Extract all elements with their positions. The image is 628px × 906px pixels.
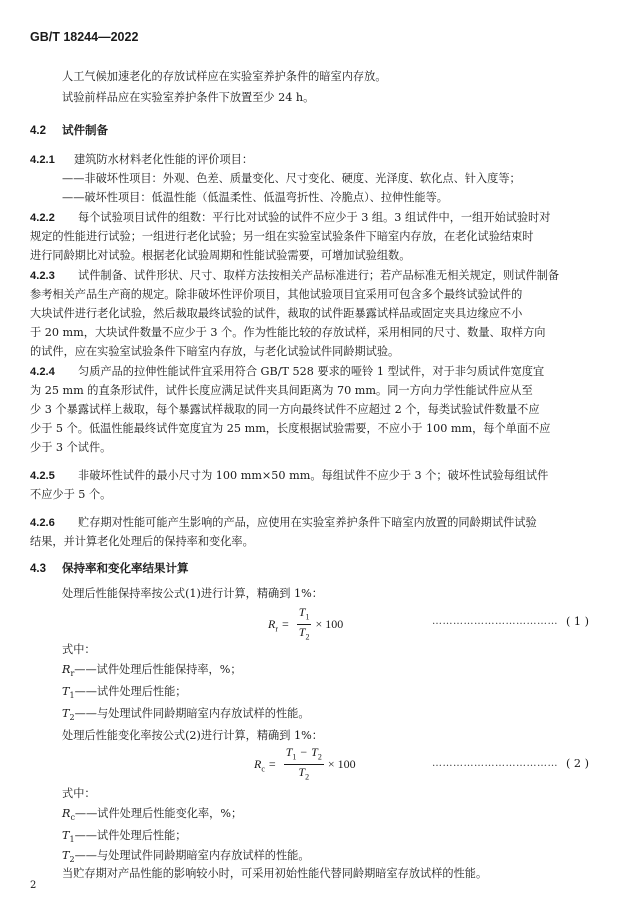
- denominator-symbol: T: [298, 625, 306, 640]
- formula-1-intro: 处理后性能保持率按公式(1)进行计算，精确到 1%：: [62, 587, 323, 600]
- formula-2: [254, 746, 356, 784]
- variable-subscript: 1: [69, 835, 75, 845]
- where-1-item-3: [62, 706, 310, 726]
- page-number: 2: [30, 880, 37, 891]
- fraction: [297, 606, 312, 644]
- equals-sign: =: [268, 757, 276, 772]
- clause-4-2-4-line-1: [30, 364, 544, 380]
- clause-4-2-2-line-2: 规定的性能进行试验；一组进行老化试验；另一组在实验室试验条件下暗室内存放，在老化试验结束时: [30, 230, 534, 243]
- equals-sign: =: [282, 617, 289, 632]
- clause-number: 4.2.5: [30, 470, 55, 482]
- formula-2-number: ( 2 ): [566, 757, 589, 770]
- section-4-3-heading: [30, 560, 189, 576]
- clause-4-2-3-line-3: 大块试件进行老化试验，然后裁取最终试验的试件，裁取的试件距暴露试样品或固定夹具边缘应不小: [30, 307, 523, 320]
- clause-text: 每个试验项目试件的组数：平行比对试验的试件不应少于 3 组。3 组试件中，一组开始试验时对: [78, 211, 551, 224]
- where-1-title: 式中：: [62, 643, 96, 656]
- closing-note: 当贮存期对产品性能的影响较小时，可采用初始性能代替同龄期暗室存放试样的性能。: [62, 867, 488, 880]
- clause-4-2-5-line-2: 不应少于 5 个。: [30, 488, 112, 501]
- clause-4-2-1-line-2: ——非破坏性项目：外观、色差、质量变化、尺寸变化、硬度、光泽度、软化点、针入度等；: [62, 172, 521, 185]
- section-number: 4.2: [30, 125, 46, 137]
- variable-subscript: c: [70, 813, 75, 823]
- formula-1: [268, 606, 343, 644]
- denominator-subscript: 2: [305, 632, 310, 642]
- fraction: [284, 746, 324, 784]
- clause-4-2-1-line-1: [30, 152, 253, 168]
- clause-text: 试件制备、试件形状、尺寸、取样方法按相关产品标准进行；若产品标准无相关规定，则试件制备: [78, 269, 560, 282]
- clause-4-2-4-line-3: 少 3 个暴露试样上裁取，每个暴露试样裁取的同一方向最终试件不应超过 2 个，每类试验试件数量不应: [30, 403, 540, 416]
- clause-4-2-1-line-3: ——破坏性项目：低温性能（低温柔性、低温弯折性、冷脆点）、拉伸性能等。: [62, 191, 448, 204]
- where-1-item-2: [62, 684, 186, 704]
- clause-4-2-3-line-1: [30, 268, 559, 284]
- formula-2-intro: 处理后性能变化率按公式(2)进行计算，精确到 1%：: [62, 729, 323, 742]
- clause-number: 4.2.4: [30, 366, 55, 378]
- denominator-subscript: 2: [305, 772, 310, 782]
- clause-4-2-3-line-4: 于 20 mm，大块试件数量不应少于 3 个。作为性能比较的存放试样，采用相同的尺寸、数量、取样方向: [30, 326, 546, 339]
- denominator-symbol: T: [298, 765, 306, 780]
- variable-subscript: r: [70, 669, 75, 679]
- numerator-symbol-2: T: [311, 745, 318, 759]
- where-2-item-2: [62, 828, 186, 848]
- clause-text: 匀质产品的拉伸性能试件宜采用符合 GB/T 528 要求的哑铃 1 型试件，对于非匀质试件宽度宜: [78, 365, 545, 378]
- clause-4-2-5-line-1: [30, 468, 548, 484]
- numerator-symbol-1: T: [285, 745, 293, 759]
- section-title: 保持率和变化率结果计算: [62, 563, 189, 575]
- numerator-subscript-1: 1: [292, 752, 297, 762]
- where-1-item-1: [62, 662, 242, 682]
- clause-text: 建筑防水材料老化性能的评价项目：: [74, 153, 254, 166]
- section-title: 试件制备: [62, 125, 108, 137]
- variable-description: ——试件处理后性能保持率，%；: [74, 663, 242, 676]
- clause-number: 4.2.3: [30, 270, 55, 282]
- variable-description: ——试件处理后性能变化率，%；: [74, 807, 243, 820]
- clause-number: 4.2.6: [30, 517, 55, 529]
- variable-description: ——与处理试件同龄期暗室内存放试样的性能。: [74, 707, 310, 720]
- formula-symbol: R: [254, 756, 262, 771]
- minus-sign: −: [300, 745, 308, 759]
- variable-description: ——试件处理后性能；: [74, 685, 187, 698]
- variable-symbol: R: [62, 663, 71, 676]
- variable-subscript: 2: [69, 713, 75, 723]
- numerator-subscript-2: 2: [317, 752, 322, 762]
- variable-subscript: 2: [69, 855, 75, 865]
- variable-symbol: T: [62, 849, 70, 862]
- clause-4-2-6-line-1: [30, 515, 537, 531]
- clause-4-2-4-line-4: 少于 5 个。低温性能最终试件宽度宜为 25 mm，长度根据试验需要，不应小于 100 mm，每个单面不应: [30, 422, 551, 435]
- clause-4-2-2-line-3: 进行同龄期比对试验。根据老化试验周期和性能试验需要，可增加试验组数。: [30, 249, 411, 262]
- formula-subscript: r: [275, 624, 279, 634]
- intro-line-1: 人工气候加速老化的存放试样应在实验室养护条件的暗室内存放。: [62, 70, 387, 83]
- multiplier: × 100: [315, 617, 344, 632]
- variable-symbol: T: [62, 707, 70, 720]
- variable-subscript: 1: [69, 691, 75, 701]
- variable-symbol: T: [62, 829, 70, 842]
- formula-subscript: c: [261, 764, 265, 774]
- section-4-2-heading: [30, 122, 108, 138]
- clause-4-2-6-line-2: 结果，并计算老化处理后的保持率和变化率。: [30, 535, 254, 548]
- numerator-symbol: T: [298, 605, 306, 619]
- clause-4-2-4-line-2: 为 25 mm 的直条形试件，试件长度应满足试件夹具间距离为 70 mm。同一方向力学性能试件应从至: [30, 384, 533, 397]
- where-2-title: 式中：: [62, 787, 96, 800]
- formula-1-number: ( 1 ): [566, 615, 589, 628]
- numerator-subscript: 1: [305, 612, 310, 622]
- clause-number: 4.2.1: [30, 154, 55, 166]
- where-2-item-1: [62, 806, 242, 826]
- formula-symbol: R: [268, 616, 276, 631]
- variable-description: ——试件处理后性能；: [74, 829, 187, 842]
- variable-description: ——与处理试件同龄期暗室内存放试样的性能。: [74, 849, 310, 862]
- variable-symbol: R: [62, 807, 71, 820]
- clause-number: 4.2.2: [30, 212, 55, 224]
- standard-code: GB/T 18244—2022: [30, 30, 139, 44]
- clause-4-2-3-line-2: 参考相关产品生产商的规定。除非破坏性评价项目，其他试验项目宜采用可包含多个最终试验试件的: [30, 288, 523, 301]
- clause-4-2-2-line-1: [30, 210, 550, 226]
- clause-4-2-3-line-5: 的试件，应在实验室试验条件下暗室内存放，与老化试验试件同龄期试验。: [30, 345, 400, 358]
- clause-text: 贮存期对性能可能产生影响的产品，应使用在实验室养护条件下暗室内放置的同龄期试件试验: [78, 516, 537, 529]
- section-number: 4.3: [30, 563, 46, 575]
- formula-1-leader-dots: ………………………………: [432, 616, 558, 627]
- intro-line-2: 试验前样品应在实验室养护条件下放置至少 24 h。: [62, 91, 315, 104]
- clause-4-2-4-line-5: 少于 3 个试件。: [30, 441, 112, 454]
- multiplier: × 100: [327, 757, 356, 772]
- formula-2-leader-dots: ………………………………: [432, 758, 558, 769]
- variable-symbol: T: [62, 685, 70, 698]
- clause-text: 非破坏性试件的最小尺寸为 100 mm×50 mm。每组试件不应少于 3 个；破坏性试验每组试件: [78, 469, 549, 482]
